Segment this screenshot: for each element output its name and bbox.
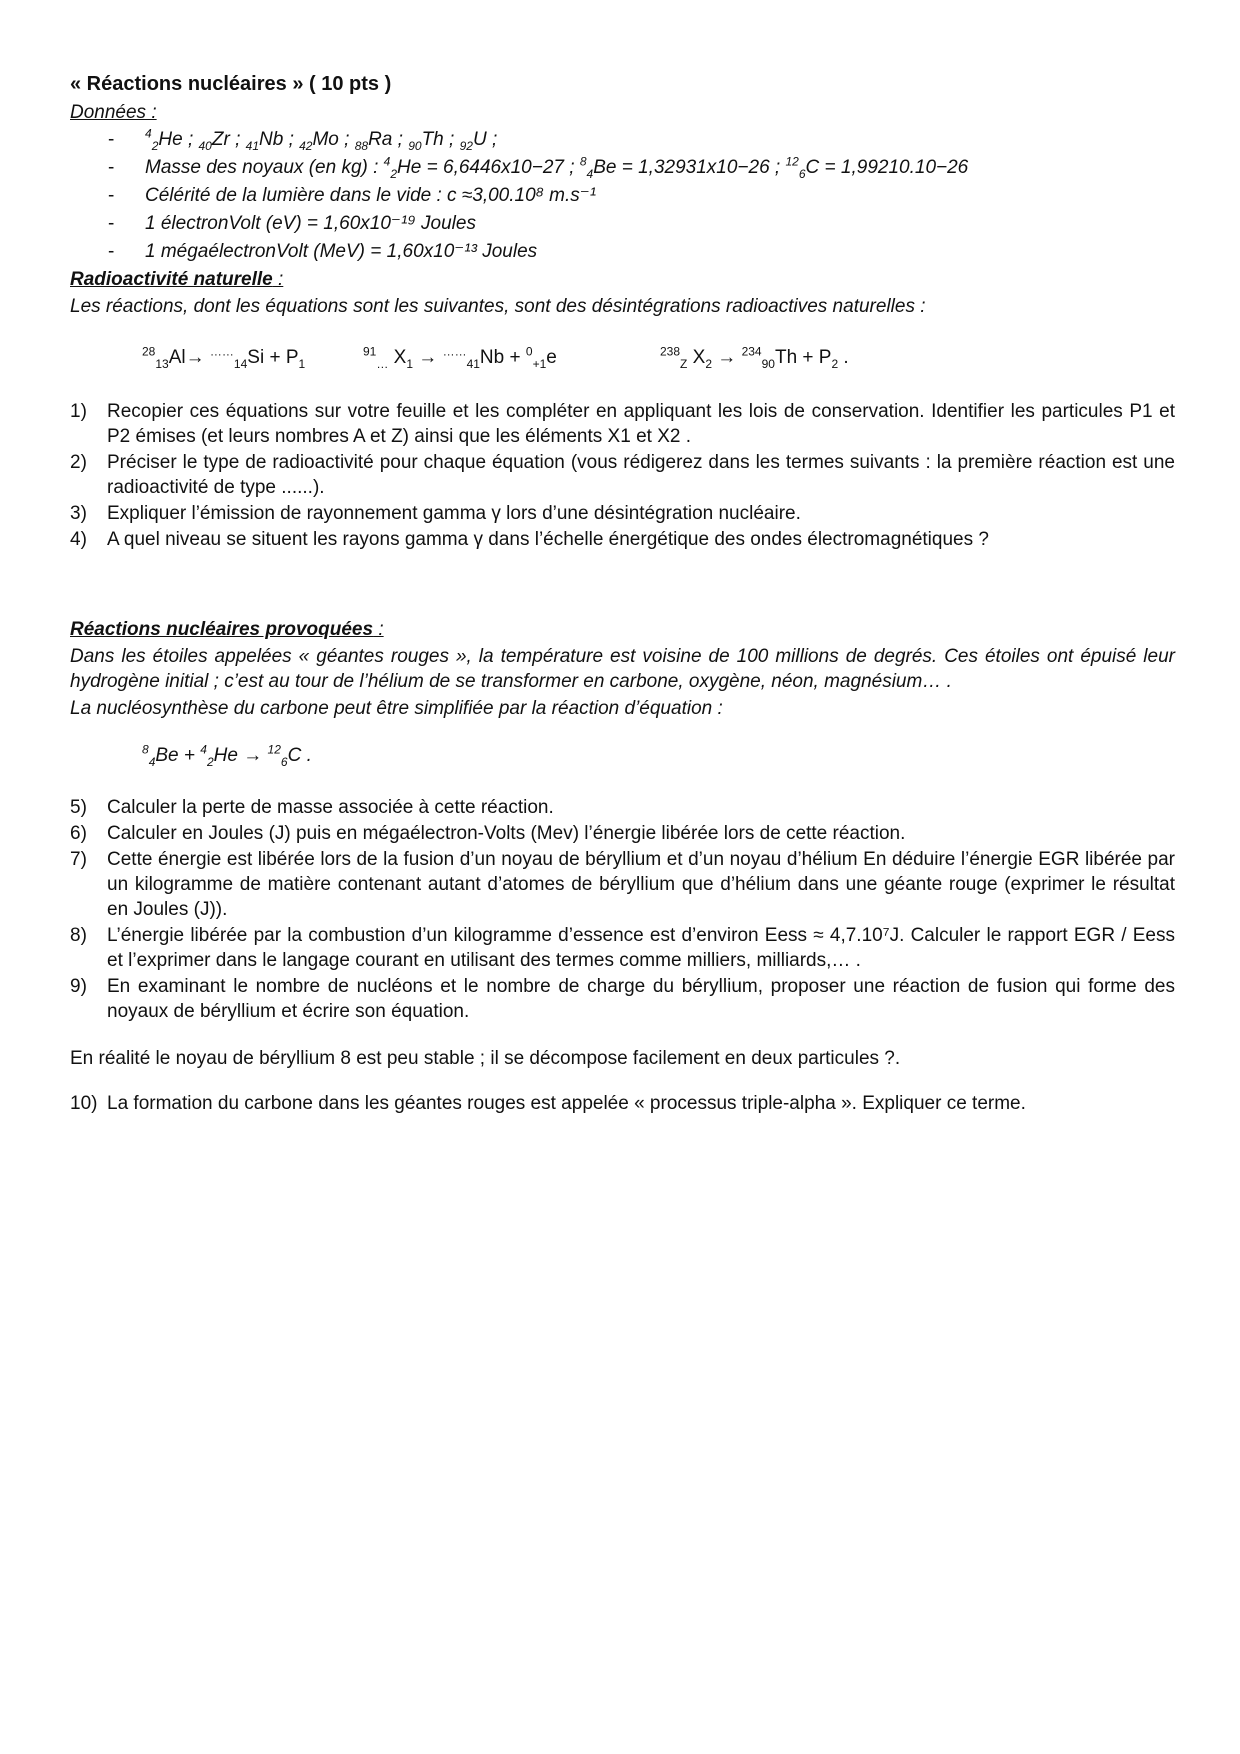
document-page: [70, 72, 1175, 1117]
carbone-equation: $^8_4$Be + $^4_2$He → $^{12}_6$C .: [142, 742, 312, 769]
donnees-item-celerite: - Célérité de la lumière dans le vide : c ≈3,00.10⁸ m.s⁻¹: [70, 183, 1175, 211]
page-title: « Réactions nucléaires » ( 10 pts ): [70, 73, 392, 95]
equation-2: $^{91}_\dots$ $X_1 \to ^{\dots\dots}_{41}Nb + ^0_{+1}e$: [363, 344, 557, 371]
question-text: Expliquer l’émission de rayonnement gamma γ lors d’une désintégration nucléaire.: [107, 503, 801, 524]
question-text: Calculer en Joules (J) puis en mégaélectron-Volts (Mev) l’énergie libérée lors de cette réaction.: [107, 823, 906, 844]
radio-equations: [70, 345, 1175, 375]
question-item: [70, 923, 1175, 973]
equation-1: $^{28}_{13}Al\to ^{\dots\dots}_{14}Si + P_1$: [142, 344, 306, 371]
provoquees-heading: Réactions nucléaires provoquées :: [70, 619, 384, 640]
provoquees-intro-1: Dans les étoiles appelées « géantes rouges », la température est voisine de 100 millions de degrés. Ces étoiles ont épuisé leur hydrogène initial ; c’est au tour de l’hélium de se transformer en carbone, oxygène, néon, magnésium… .: [70, 646, 1175, 692]
question-number: 6): [70, 823, 87, 844]
question-item: [70, 847, 1175, 922]
donnees-list: [70, 127, 1175, 267]
question-number: 2): [70, 452, 87, 473]
question-number: 8): [70, 925, 87, 946]
question-text: En examinant le nombre de nucléons et le nombre de charge du béryllium, proposer une réaction de fusion qui forme des noyaux de béryllium et écrire son équation.: [107, 976, 1175, 1022]
question-text: La formation du carbone dans les géantes rouges est appelée « processus triple-alpha ». Expliquer ce terme.: [107, 1093, 1026, 1114]
donnees-item-noyaux: - $^4_2$He ; $_{40}$Zr ; $_{41}$Nb ; $_{42}$Mo ; $_{88}$Ra ; $_{90}$Th ; $_{92}$U ;: [70, 127, 1175, 155]
question-number: 1): [70, 401, 87, 422]
question-number: 10): [70, 1093, 98, 1114]
question-text: Recopier ces équations sur votre feuille et les compléter en appliquant les lois de conservation. Identifier les particules P1 et P2 émises (et leurs nombres A et Z) ainsi que les éléments X1 et X2 .: [107, 401, 1175, 447]
radio-intro: Les réactions, dont les équations sont les suivantes, sont des désintégrations radioactives naturelles :: [70, 296, 926, 317]
question-text: Cette énergie est libérée lors de la fusion d’un noyau de béryllium et d’un noyau d’hélium En déduire l’énergie EGR libérée par un kilogramme de matière contenant autant d’atomes de béryllium que d’hélium dans une géante rouge (exprimer le résultat en Joules (J)).: [107, 849, 1175, 920]
questions-part2: [70, 795, 1175, 1024]
donnees-heading: Données :: [70, 102, 157, 123]
question-number: 3): [70, 503, 87, 524]
donnees-item-ev: - 1 électronVolt (eV) = 1,60x10⁻¹⁹ Joules: [70, 211, 1175, 239]
question-text: A quel niveau se situent les rayons gamma γ dans l’échelle énergétique des ondes électromagnétiques ?: [107, 529, 989, 550]
donnees-item-mev: - 1 mégaélectronVolt (MeV) = 1,60x10⁻¹³ Joules: [70, 239, 1175, 267]
question-item: [70, 795, 1175, 820]
question-item: [70, 1091, 1175, 1116]
questions-part1: [70, 399, 1175, 552]
donnees-item-masses: - Masse des noyaux (en kg) : $^4_2$He = 6,6446x10−27 ; $^8_4$Be = 1,32931x10−26 ; $^{12}_6$C = 1,99210.10−26: [70, 155, 1175, 183]
masse-he-value: 6,6446x10−27: [443, 157, 564, 178]
questions-part3: [70, 1091, 1175, 1116]
masse-c-value: 1,99210.10−26: [840, 157, 969, 178]
masse-label: Masse des noyaux (en kg) :: [145, 157, 379, 178]
question-text: Calculer la perte de masse associée à cette réaction.: [107, 797, 554, 818]
question-text: L’énergie libérée par la combustion d’un kilogramme d’essence est d’environ Eess ≈ 4,7.10⁷J. Calculer le rapport EGR / Eess et l’exprimer dans le langage courant en utilisant des termes comme milliers, milliards,… .: [107, 925, 1175, 971]
question-number: 4): [70, 529, 87, 550]
radio-heading: Radioactivité naturelle :: [70, 269, 284, 290]
question-number: 9): [70, 976, 87, 997]
masse-be-value: 1,32931x10−26: [638, 157, 770, 178]
question-item: [70, 399, 1175, 449]
question-number: 7): [70, 849, 87, 870]
provoquees-intro-2: La nucléosynthèse du carbone peut être simplifiée par la réaction d’équation :: [70, 698, 723, 719]
equation-3: $^{238}_Z$ $X_2 \to ^{234}_{90}Th + P_2$ .: [660, 344, 849, 371]
question-item: [70, 501, 1175, 526]
question-item: [70, 821, 1175, 846]
question-text: Préciser le type de radioactivité pour chaque équation (vous rédigerez dans les termes suivants : la première réaction est une radioactivité de type ......).: [107, 452, 1175, 498]
question-item: [70, 450, 1175, 500]
beryllium-note: En réalité le noyau de béryllium 8 est peu stable ; il se décompose facilement en deux particules ?.: [70, 1048, 901, 1069]
question-number: 5): [70, 797, 87, 818]
question-item: [70, 527, 1175, 552]
question-item: [70, 974, 1175, 1024]
